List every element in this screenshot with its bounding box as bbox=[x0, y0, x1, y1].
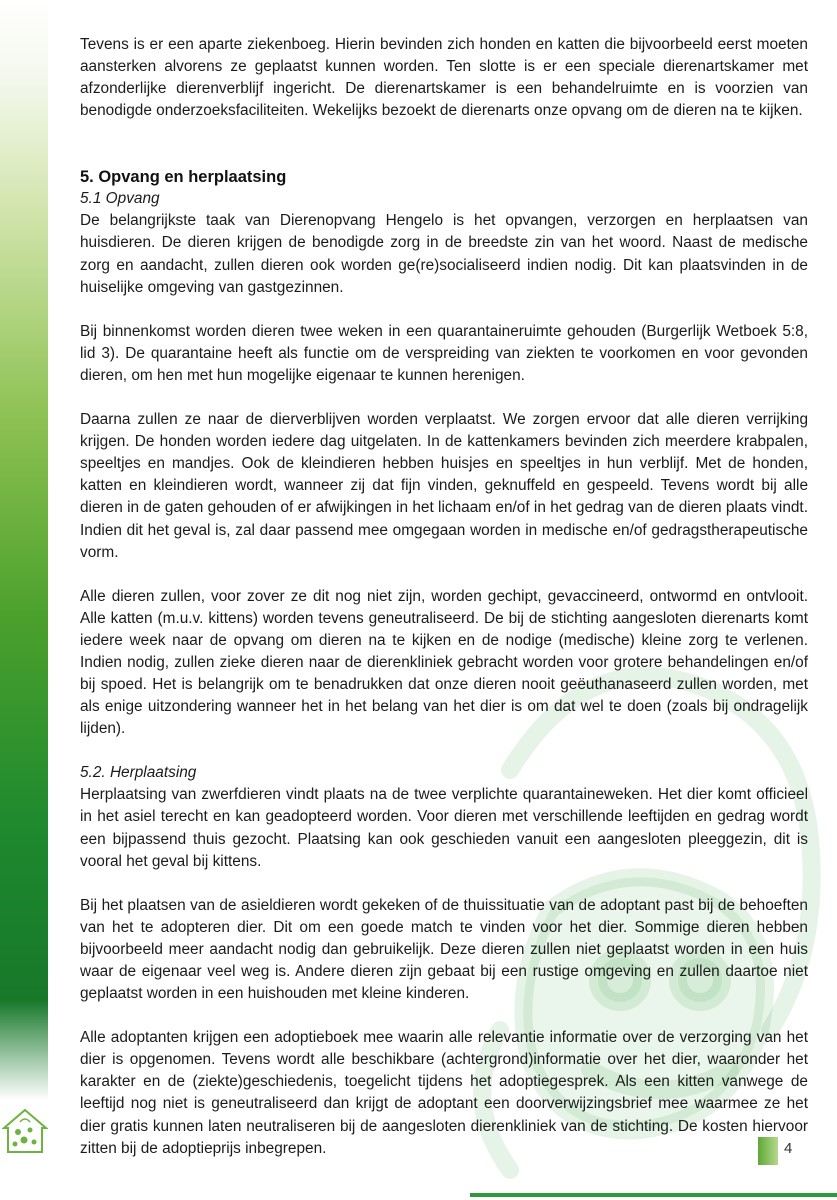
paragraph: Alle adoptanten krijgen een adoptieboek mee waarin alle relevantie informatie over de verzorging van het dier is opgenomen. Tevens wordt alle beschikbare (achtergrond)informatie over het dier, waaronder het karakter en de (ziekte)geschiedenis, toegelicht tijdens het adoptiegesprek. Als een kitten vanwege de leeftijd nog niet is geneutraliseerd dan krijgt de adoptant een doorverwijzingsbrief mee waarmee ze het dier gratis kunnen laten neutraliseren bij de aangesloten dierenkliniek van de stichting. De kosten hiervoor zitten bij de adoptieprijs inbegrepen. bbox=[80, 1029, 808, 1157]
subsection-heading-herplaatsing: 5.2. Herplaatsing bbox=[80, 764, 197, 782]
green-sidebar-stripe bbox=[0, 0, 48, 1200]
paragraph: Herplaatsing van zwerfdieren vindt plaats na de twee verplichte quarantaineweken. Het dier komt officieel in het asiel terecht en kan geadopteerd worden. Voor dieren met verschillende leeftijden en gedrag wordt een bijpassend thuis gezocht. Plaatsing kan ook geschieden vanuit een aangesloten pleeggezin, dit is vooral het geval bij kittens. bbox=[80, 786, 808, 870]
house-with-animals-logo-icon bbox=[2, 1108, 48, 1156]
page-number-box bbox=[758, 1137, 814, 1165]
paragraph: Alle dieren zullen, voor zover ze dit nog niet zijn, worden gechipt, gevaccineerd, ontwormd en ontvlooit. Alle katten (m.u.v. kittens) worden tevens geneutraliseerd. De bij de stichting aangesloten dierenarts komt iedere week naar de opvang om dieren na te kijken en de nodige (medische) kleine zorg te verlenen. Indien nodig, zullen zieke dieren naar de dierenkliniek gebracht worden voor grotere behandelingen en/of bij spoed. Het is belangrijk om te benadrukken dat onze dieren nooit geëuthanaseerd zullen worden, met als enige uitzondering wanneer het in het belang van het dier is om dat wel te doen (zoals bij ondragelijk lijden). bbox=[80, 587, 808, 738]
subsection-heading-opvang: 5.1 Opvang bbox=[80, 190, 160, 208]
paragraph: Daarna zullen ze naar de dierverblijven worden verplaatst. We zorgen ervoor dat alle dieren verrijking krijgen. De honden worden iedere dag uitgelaten. In de kattenkamers bevinden zich meerdere krabpalen, speeltjes en mandjes. Ook de kleindieren hebben huisjes en speeltjes in hun verblijf. Met de honden, katten en kleindieren wordt, wanneer zij dat fijn vinden, geknuffeld en gespeeld. Tevens wordt bij alle dieren in de gaten gehouden of er afwijkingen in het lichaam en/of in het gedrag van de dieren plaats vindt. Indien dit het geval is, zal daar passend mee omgegaan worden in medische en/of gedragstherapeutische vorm. bbox=[80, 411, 808, 561]
intro-paragraph: Tevens is er een aparte ziekenboeg. Hierin bevinden zich honden en katten die bijvoorbeeld eerst moeten aansterken alvorens ze geplaatst kunnen worden. Ten slotte is er een speciale dierenartskamer met afzonderlijke dierenverblijf ingericht. De dierenartskamer is een behandelruimte en is voorzien van benodigde onderzoeksfaciliteiten. Wekelijks bezoekt de dierenarts onze opvang om de dieren na te kijken. bbox=[80, 36, 808, 120]
document-body bbox=[80, 34, 808, 1160]
paragraph: Bij het plaatsen van de asieldieren wordt gekeken of de thuissituatie van de adoptant past bij de behoeften van het te adopteren dier. Dit om een goede match te vinden voor het dier. Sommige dieren hebben bijvoorbeeld meer aandacht nodig dan gebruikelijk. Deze dieren zullen niet geplaatst worden in een huis waar de eigenaar veel weg is. Andere dieren zijn gebaat bij een rustige omgeving en zullen daartoe niet geplaatst worden in een huishouden met kleine kinderen. bbox=[80, 896, 808, 1003]
section-heading: 5. Opvang en herplaatsing bbox=[80, 168, 287, 187]
paragraph: De belangrijkste taak van Dierenopvang Hengelo is het opvangen, verzorgen en herplaatsen van huisdieren. De dieren krijgen de benodigde zorg in de breedste zin van het woord. Naast de medische zorg en aandacht, zullen dieren ook worden ge(re)socialiseerd indien nodig. Dit kan plaatsvinden in de huiselijke omgeving van gastgezinnen. bbox=[80, 212, 808, 296]
paragraph: Bij binnenkomst worden dieren twee weken in een quarantaineruimte gehouden (Burgerlijk Wetboek 5:8, lid 3). De quarantaine heeft als functie om de verspreiding van ziekten te voorkomen en voor gevonden dieren, om hen met hun mogelijke eigenaar te kunnen herenigen. bbox=[80, 322, 808, 384]
page-number: 4 bbox=[784, 1140, 793, 1157]
page-number-accent bbox=[758, 1137, 778, 1165]
bottom-green-line bbox=[470, 1193, 837, 1197]
